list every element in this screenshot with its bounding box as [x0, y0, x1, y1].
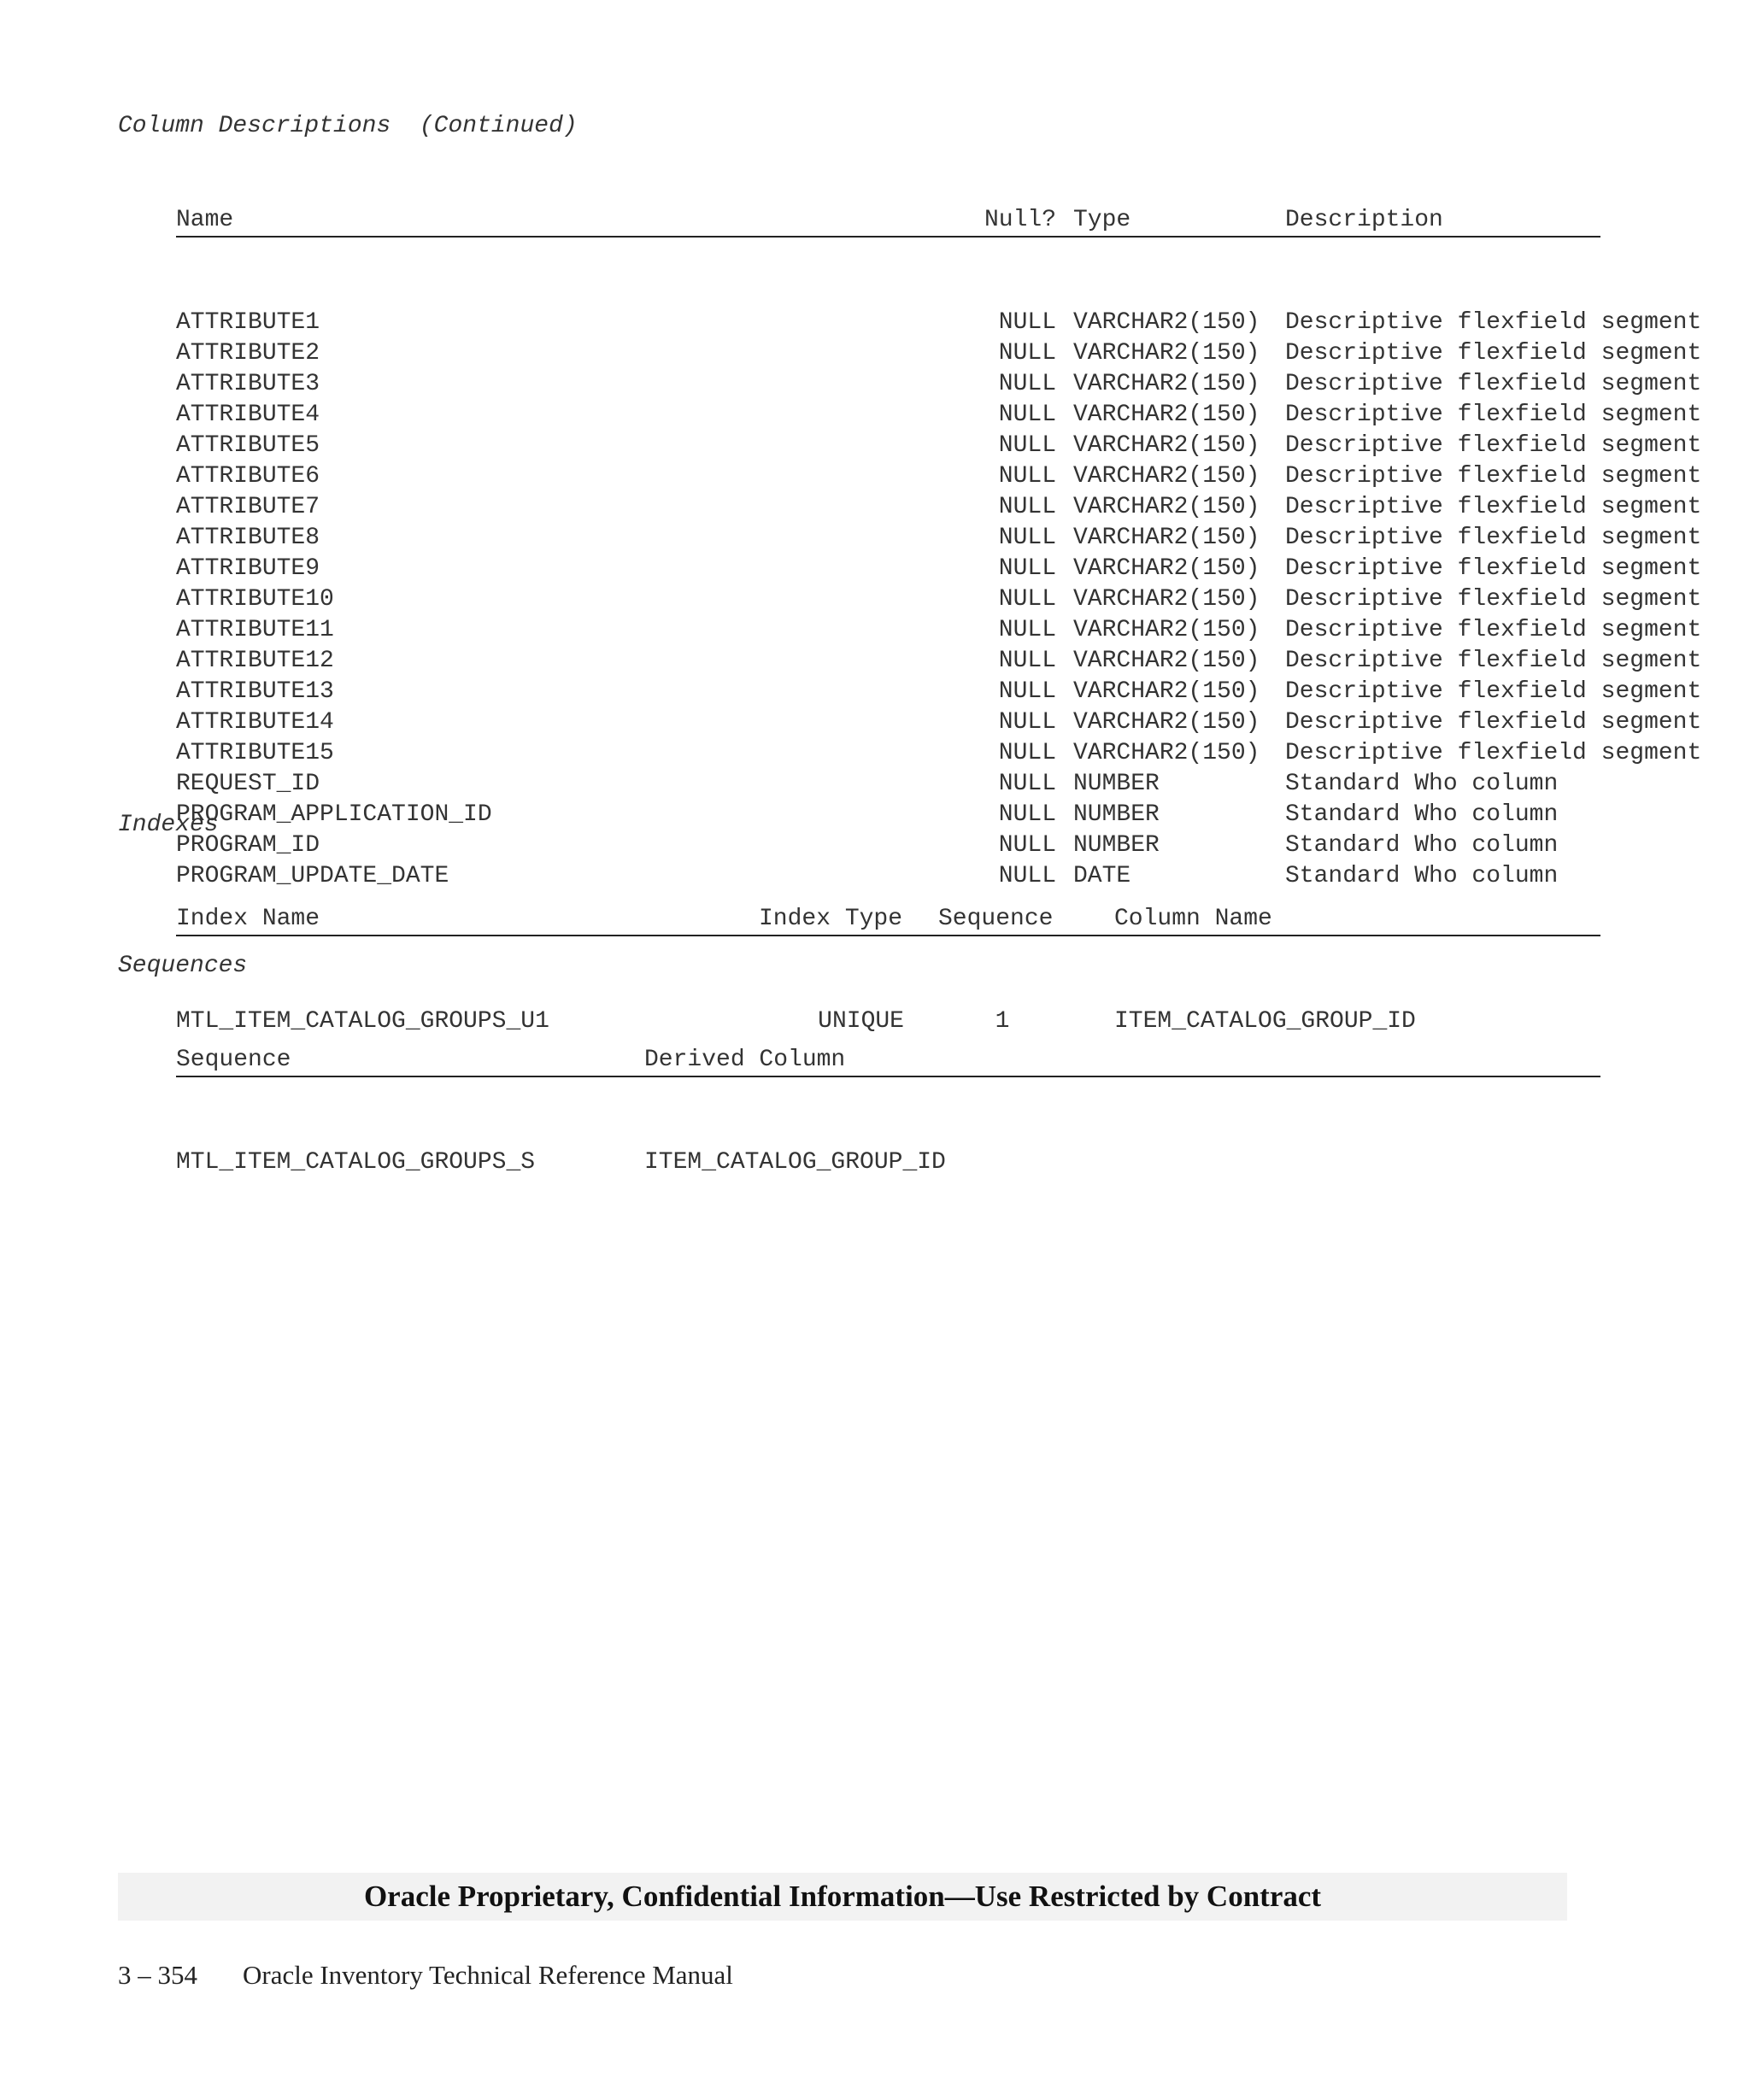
- table-row: [176, 400, 1702, 431]
- sequences-table: [176, 983, 1600, 1209]
- table-row: [176, 615, 1702, 646]
- cell-type: VARCHAR2(150): [1073, 709, 1260, 736]
- table-row: [176, 584, 1702, 615]
- cell-type: VARCHAR2(150): [1073, 402, 1260, 428]
- column-descriptions-table: [176, 144, 1702, 923]
- cell-name: ATTRIBUTE13: [176, 678, 334, 705]
- cell-description: Descriptive flexfield segment: [1285, 709, 1702, 736]
- cell-name: ATTRIBUTE2: [176, 340, 320, 367]
- header-index-name: Index Name: [176, 906, 320, 932]
- cell-description: Standard Who column: [1285, 832, 1559, 859]
- header-name: Name: [176, 207, 234, 233]
- column-descriptions-body: [176, 299, 1702, 892]
- page-number: 3 – 354: [118, 1960, 197, 1990]
- cell-null: NULL: [998, 371, 1056, 397]
- cell-name: ATTRIBUTE7: [176, 494, 320, 520]
- table-row: [176, 338, 1702, 369]
- cell-type: NUMBER: [1073, 771, 1160, 797]
- cell-type: VARCHAR2(150): [1073, 586, 1260, 613]
- cell-null: NULL: [998, 494, 1056, 520]
- cell-type: VARCHAR2(150): [1073, 432, 1260, 459]
- cell-type: VARCHAR2(150): [1073, 525, 1260, 551]
- cell-name: ATTRIBUTE14: [176, 709, 334, 736]
- cell-type: NUMBER: [1073, 801, 1160, 828]
- confidentiality-banner: Oracle Proprietary, Confidential Information––Use Restricted by Contract: [118, 1873, 1567, 1921]
- cell-null: NULL: [998, 617, 1056, 643]
- cell-name: REQUEST_ID: [176, 771, 320, 797]
- cell-description: Descriptive flexfield segment: [1285, 555, 1702, 582]
- cell-type: VARCHAR2(150): [1073, 494, 1260, 520]
- cell-null: NULL: [998, 432, 1056, 459]
- table-row: [176, 738, 1702, 769]
- cell-name: ATTRIBUTE8: [176, 525, 320, 551]
- cell-description: Standard Who column: [1285, 801, 1559, 828]
- header-sequence: Sequence: [938, 906, 1054, 932]
- cell-null: NULL: [998, 832, 1056, 859]
- sequences-header: [176, 1045, 1600, 1077]
- table-row: [176, 308, 1702, 338]
- cell-description: Descriptive flexfield segment: [1285, 494, 1702, 520]
- cell-name: PROGRAM_ID: [176, 832, 320, 859]
- table-row: [176, 800, 1600, 830]
- column-descriptions-header: [176, 205, 1600, 238]
- cell-name: ATTRIBUTE5: [176, 432, 320, 459]
- cell-name: ATTRIBUTE12: [176, 648, 334, 674]
- sequences-title: Sequences: [118, 953, 248, 979]
- indexes-header: [176, 904, 1600, 936]
- cell-type: DATE: [1073, 863, 1131, 889]
- cell-name: PROGRAM_UPDATE_DATE: [176, 863, 449, 889]
- cell-type: VARCHAR2(150): [1073, 371, 1260, 397]
- page-footer: [118, 1958, 733, 1992]
- table-row: [176, 369, 1702, 400]
- cell-description: Standard Who column: [1285, 771, 1559, 797]
- cell-name: ATTRIBUTE10: [176, 586, 334, 613]
- cell-description: Descriptive flexfield segment: [1285, 586, 1702, 613]
- cell-name: PROGRAM_APPLICATION_ID: [176, 801, 492, 828]
- cell-null: NULL: [998, 709, 1056, 736]
- cell-type: VARCHAR2(150): [1073, 309, 1260, 336]
- cell-description: Descriptive flexfield segment: [1285, 432, 1702, 459]
- table-row: [176, 431, 1702, 461]
- cell-name: ATTRIBUTE9: [176, 555, 320, 582]
- cell-derived-column: ITEM_CATALOG_GROUP_ID: [644, 1149, 946, 1176]
- cell-type: VARCHAR2(150): [1073, 617, 1260, 643]
- manual-title: Oracle Inventory Technical Reference Manual: [243, 1960, 733, 1990]
- cell-type: VARCHAR2(150): [1073, 648, 1260, 674]
- column-descriptions-title: Column Descriptions (Continued): [118, 113, 578, 139]
- sequences-body: [176, 1139, 1600, 1178]
- cell-name: ATTRIBUTE1: [176, 309, 320, 336]
- header-type: Type: [1073, 207, 1131, 233]
- cell-description: Descriptive flexfield segment: [1285, 371, 1702, 397]
- cell-null: NULL: [998, 402, 1056, 428]
- cell-description: Descriptive flexfield segment: [1285, 309, 1702, 336]
- cell-description: Descriptive flexfield segment: [1285, 678, 1702, 705]
- cell-index-type: UNIQUE: [818, 1008, 904, 1035]
- cell-type: VARCHAR2(150): [1073, 463, 1260, 490]
- table-row: [176, 461, 1702, 492]
- cell-description: Descriptive flexfield segment: [1285, 525, 1702, 551]
- cell-name: ATTRIBUTE4: [176, 402, 320, 428]
- cell-null: NULL: [998, 740, 1056, 766]
- table-row: [176, 677, 1702, 707]
- cell-null: NULL: [998, 340, 1056, 367]
- cell-name: ATTRIBUTE3: [176, 371, 320, 397]
- cell-description: Standard Who column: [1285, 863, 1559, 889]
- cell-description: Descriptive flexfield segment: [1285, 463, 1702, 490]
- cell-column-name: ITEM_CATALOG_GROUP_ID: [1114, 1008, 1416, 1035]
- cell-description: Descriptive flexfield segment: [1285, 617, 1702, 643]
- cell-null: NULL: [998, 586, 1056, 613]
- header-null: Null?: [984, 207, 1056, 233]
- header-column-name: Column Name: [1114, 906, 1272, 932]
- header-derived-column: Derived Column: [644, 1047, 846, 1073]
- cell-null: NULL: [998, 771, 1056, 797]
- table-row: [176, 554, 1702, 584]
- cell-type: NUMBER: [1073, 832, 1160, 859]
- cell-name: ATTRIBUTE11: [176, 617, 334, 643]
- cell-null: NULL: [998, 801, 1056, 828]
- cell-null: NULL: [998, 863, 1056, 889]
- cell-null: NULL: [998, 555, 1056, 582]
- table-row: [176, 523, 1702, 554]
- table-row: [176, 492, 1702, 523]
- cell-type: VARCHAR2(150): [1073, 340, 1260, 367]
- cell-description: Descriptive flexfield segment: [1285, 340, 1702, 367]
- cell-name: ATTRIBUTE15: [176, 740, 334, 766]
- header-index-type: Index Type: [759, 906, 903, 932]
- table-row: [176, 1147, 1600, 1178]
- cell-null: NULL: [998, 678, 1056, 705]
- cell-name: ATTRIBUTE6: [176, 463, 320, 490]
- table-row: [176, 707, 1702, 738]
- cell-index-name: MTL_ITEM_CATALOG_GROUPS_U1: [176, 1008, 549, 1035]
- cell-null: NULL: [998, 463, 1056, 490]
- header-description: Description: [1285, 207, 1443, 233]
- cell-null: NULL: [998, 309, 1056, 336]
- cell-sequence: 1: [995, 1008, 1010, 1035]
- cell-description: Descriptive flexfield segment: [1285, 648, 1702, 674]
- table-row: [176, 646, 1702, 677]
- cell-null: NULL: [998, 648, 1056, 674]
- cell-description: Descriptive flexfield segment: [1285, 402, 1702, 428]
- indexes-title: Indexes: [118, 812, 219, 838]
- cell-sequence: MTL_ITEM_CATALOG_GROUPS_S: [176, 1149, 536, 1176]
- cell-null: NULL: [998, 525, 1056, 551]
- cell-type: VARCHAR2(150): [1073, 740, 1260, 766]
- cell-type: VARCHAR2(150): [1073, 555, 1260, 582]
- table-row: [176, 769, 1600, 800]
- header-sequence: Sequence: [176, 1047, 291, 1073]
- cell-type: VARCHAR2(150): [1073, 678, 1260, 705]
- cell-description: Descriptive flexfield segment: [1285, 740, 1702, 766]
